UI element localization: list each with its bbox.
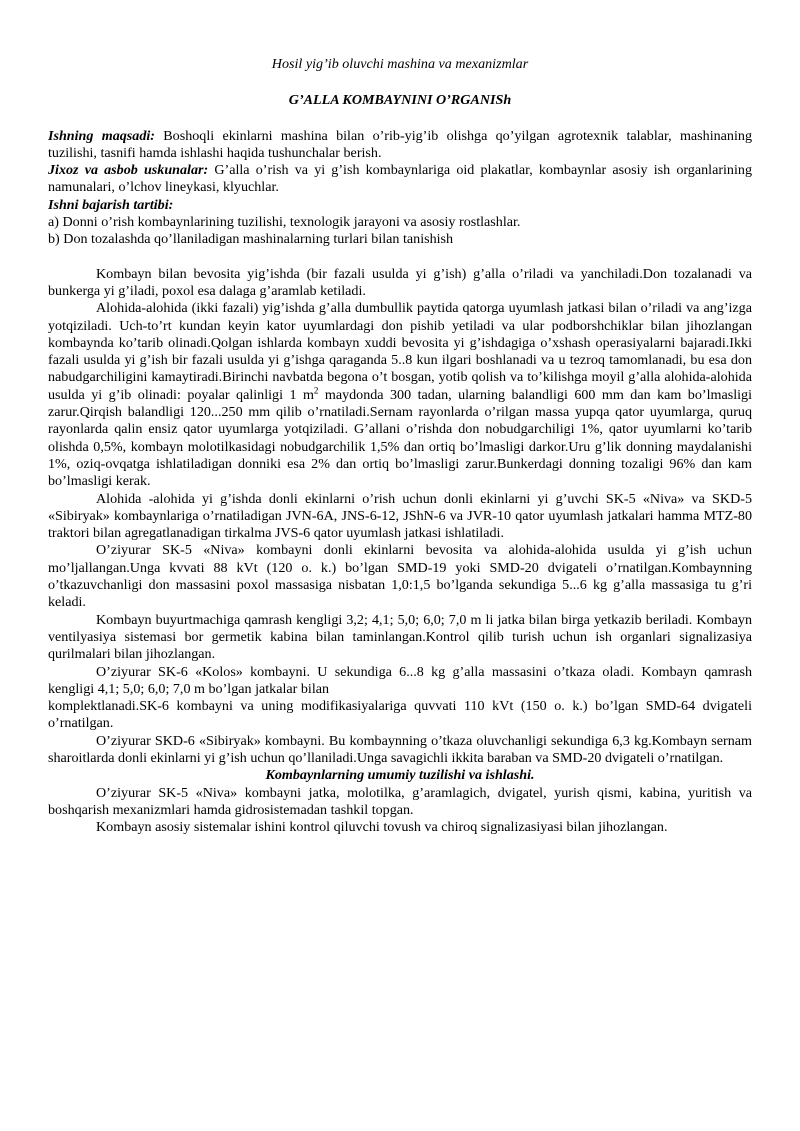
spacer <box>48 249 752 266</box>
order-heading <box>48 197 752 214</box>
tools-label: Jixoz va asbob uskunalar: <box>48 162 209 179</box>
aim-label: Ishning maqsadi: <box>48 127 155 144</box>
body-paragraph-6b: komplektlanadi.SK-6 kombayni va uning modifikasiyalariga quvvati 110 kVt (150 o. k.) bo’lgan SMD-64 dvigateli o’rnatilgan. <box>48 698 752 732</box>
tools-text: G’alla o’rish va yi g’ish kombaynlariga oid plakatlar, kombaynlar asosiy ish organlarining namunalari, o’lchov lineykasi, klyuchlar. <box>48 162 752 196</box>
document-title <box>48 92 752 109</box>
aim-paragraph <box>48 128 752 163</box>
body-paragraph-2 <box>48 300 752 490</box>
title-text: G’ALLA KOMBAYNINI O’RGANISh <box>288 92 512 109</box>
section-subheading <box>48 767 752 784</box>
body-paragraph-5: Kombayn buyurtmachiga qamrash kengligi 3,2; 4,1; 5,0; 6,0; 7,0 m li jatka bilan birga yetkazib beriladi. Kombayn ventilyasiya sistemasi bor germetik kabina bilan taminlangan.Kontrol qilib turish uchun ish organlari signalizasiya qurilmalari bilan jihozlangan. <box>48 611 752 663</box>
body-paragraph-4: O’ziyurar SK-5 «Niva» kombayni donli ekinlarni bevosita va alohida-alohida usulda yi g’ish uchun mo’ljallangan.Unga kvvati 88 kVt (120 o. k.) bo’lgan SMD-19 yoki SMD-20 dvigateli o’rnatilgan.Kombaynning o’tkazuvchanligi don massasini poxol massasiga nisbatan 1,0:1,5 bo’lganda sekundiga 5...6 kg g’alla massasiga tu g’ri keladi. <box>48 542 752 611</box>
body-paragraph-9: Kombayn asosiy sistemalar ishini kontrol qiluvchi tovush va chiroq signalizasiyasi bilan jihozlangan. <box>96 819 668 836</box>
body-paragraph-1: Kombayn bilan bevosita yig’ishda (bir fazali usulda yi g’ish) g’alla o’riladi va yanchiladi.Don tozalanadi va bunkerga yi g’iladi, poxol esa dalaga g’aramlab ketiladi. <box>48 265 752 299</box>
document-header <box>48 56 752 73</box>
order-item-a: a) Donni o’rish kombaynlarining tuzilishi, texnologik jarayoni va asosiy rostlashlar. <box>48 214 521 231</box>
body-paragraph-7: O’ziyurar SKD-6 «Sibiryak» kombayni. Bu kombaynning o’tkaza oluvchanligi sekundiga 6,3 kg.Kombayn sernam sharoitlarda donli ekinlarni yi g’ish uchun qo’llaniladi.Unga savagichli ikkita baraban va SMD-20 dvigateli o’rnatilgan. <box>48 732 752 766</box>
tools-paragraph <box>48 162 752 197</box>
body-paragraph-6a: O’ziyurar SK-6 «Kolos» kombayni. U sekundiga 6...8 kg g’alla massasini o’tkaza oladi. Kombayn qamrash kengligi 4,1; 5,0; 6,0; 7,0 m bo’lgan jatkalar bilan <box>48 663 752 697</box>
order-label: Ishni bajarish tartibi: <box>48 196 174 213</box>
body-paragraph-2-part-a: Alohida-alohida (ikki fazali) yig’ishda g’alla dumbullik paytida qatorga uyumlash jatkasi bilan o’riladi va ang’izga yotqiziladi. Uch-to’rt kundan keyin kator uyumlardagi don pishib yetiladi va ular podborshchiklar bilan jihozlangan kombaynda ko’tarib olinadi.Qolgan ishlarda kombayn xuddi bevosita yi g’ishdagiga o’xshash operasiyalarni bajaradi.Ikki fazali usulda yi g’ish bir fazali usulda yi g’ishga qaraganda 5..8 kun ilgari boshlanadi va u tezroq tamomlanadi, bu esa don nabudgarchiligini kamaytiradi.Birinchi navbatda begona o’t bosgan, yotib qolish va to’kilishga moyil g’alla alohida-alohida usulda yi g’ib olinadi: poyalar qalinligi 1 m <box>48 300 752 403</box>
body-paragraph-3: Alohida -alohida yi g’ishda donli ekinlarni o’rish uchun donli ekinlarni yi g’uvchi SK-5 «Niva» va SKD-5 «Sibiryak» kombaynlariga o’rnatiladigan JVN-6A, JNS-6-12, JShN-6 va JVR-10 qator uyumlash jatkalari hamma MTZ-80 traktori bilan agregatlanadigan tirkalma JVS-6 qator uyumlash jatkasi ishlatiladi. <box>48 490 752 542</box>
aim-text: Boshoqli ekinlarni mashina bilan o’rib-yig’ib olishga qo’yilgan agrotexnik talablar, mashinaning tuzilishi, tasnifi hamda ishlashi haqida tushunchalar berish. <box>48 127 752 161</box>
subheading-text: Kombaynlarning umumiy tuzilishi va ishlashi. <box>265 767 535 784</box>
superscript-2: 2 <box>313 385 319 396</box>
header-text: Hosil yig’ib oluvchi mashina va mexanizmlar <box>271 56 529 72</box>
body-paragraph-2-part-b: maydonda 300 tadan, ularning balandligi 600 mm dan kam bo’lmasligi zarur.Qirqish balandligi 120...250 mm qilib o’rnatiladi.Sernam rayonlarda o’rilgan massa yupqa qator uyumlarga, quruq rayonlarda qalin ensiz qator uyumlarga yotqiziladi. G’allani o’rishda don nobudgarchiligi 1%, qator uyumlarni ko’tarib olishda 0,5%, kombayn molotilkasidagi nobudgarchilik 1,5% dan ortiq bo’lmasligi darkor.Uru g’lik donning maydalanishi 1%, oziq-ovqatga ishlatiladigan donniki esa 2% dan ortiq bo’lmasligi zarur.Bunkerdagi donning tozaligi 96% dan kam bo’lmasligi kerak. <box>48 386 752 490</box>
body-paragraph-8: O’ziyurar SK-5 «Niva» kombayni jatka, molotilka, g’aramlagich, dvigatel, yurish qismi, kabina, yuritish va boshqarish mexanizmlari hamda gidrosistemadan tashkil topgan. <box>48 784 752 818</box>
order-item-b: b) Don tozalashda qo’llaniladigan mashinalarning turlari bilan tanishish <box>48 231 454 248</box>
